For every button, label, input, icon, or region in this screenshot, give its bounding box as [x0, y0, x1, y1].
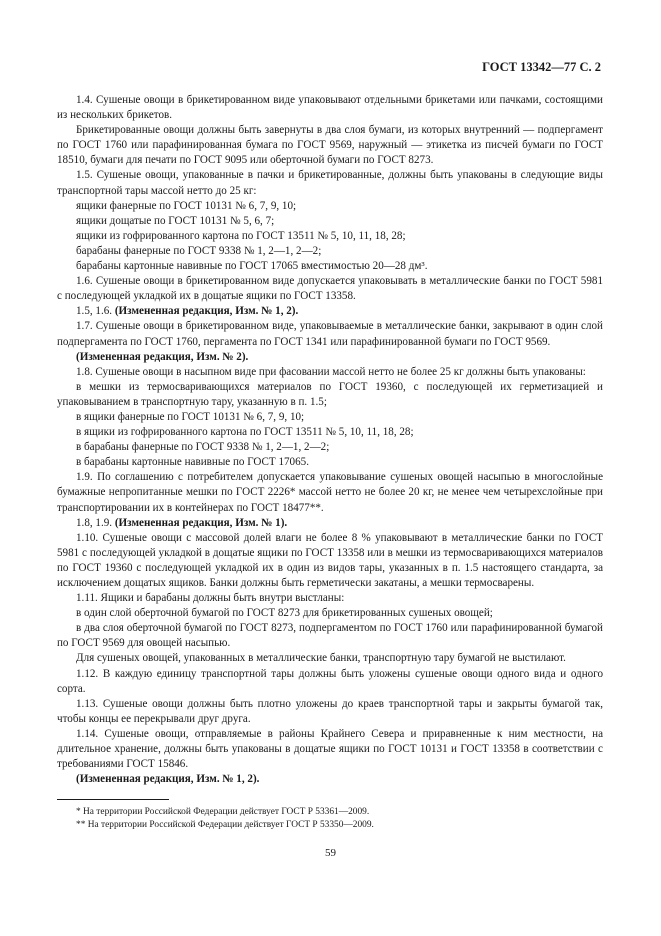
list-item: в ящики из гофрированного картона по ГОСТ 13511 № 5, 10, 11, 18, 28;: [76, 426, 414, 439]
paragraph: 1.10. Сушеные овощи с массовой долей влаги не более 8 % упаковывают в металлические банки по ГОСТ 5981 с последующей укладкой в дощатые ящики по ГОСТ 13358 или в мешки из термосваривающихся материалов по ГОСТ 19360 с последующей укладкой их в один из видов тары, указанных в п. 1.5 настоящего стандарта, за исключением дощатых ящиков. Банки должны быть герметически закатаны, а мешки термосварены.: [57, 531, 603, 589]
paragraph: 1.7. Сушеные овощи в брикетированном виде, упаковываемые в металлические банки, закрывают в один слой подпергамента по ГОСТ 1760, пергамента по ГОСТ 1341 или парафинированной бумаги по ГОСТ 9569.: [57, 320, 603, 348]
paragraph: 1.13. Сушеные овощи должны быть плотно уложены до краев транспортной тары и закрыты бумагой так, чтобы концы ее перекрывали друг друга.: [57, 697, 603, 725]
list-item: в барабаны картонные навивные по ГОСТ 17065.: [76, 456, 309, 469]
list-item: в ящики фанерные по ГОСТ 10131 № 6, 7, 9, 10;: [76, 410, 305, 423]
amendment-note: [57, 516, 603, 531]
amendment-text: (Измененная редакция, Изм. № 1, 2).: [112, 305, 299, 318]
amendment-note: [57, 772, 603, 787]
paragraph: 1.12. В каждую единицу транспортной тары должны быть уложены сушеные овощи одного вида и одного сорта.: [57, 667, 603, 695]
paragraph: Для сушеных овощей, упакованных в металлические банки, транспортную тару бумагой не выстилают.: [76, 652, 566, 665]
body-text: [57, 93, 603, 787]
footnotes: [57, 806, 603, 832]
page-header: ГОСТ 13342—77 С. 2: [482, 60, 601, 74]
amendment-ref: 1.5, 1.6.: [76, 305, 113, 318]
paragraph: 1.6. Сушеные овощи в брикетированном виде допускается упаковывать в металлические банки по ГОСТ 5981 с последующей укладкой их в дощатые ящики по ГОСТ 13358.: [57, 275, 603, 303]
list-item: ящики дощатые по ГОСТ 10131 № 5, 6, 7;: [76, 214, 275, 227]
list-item: ящики фанерные по ГОСТ 10131 № 6, 7, 9, 10;: [76, 199, 297, 212]
paragraph: 1.9. По соглашению с потребителем допускается упаковывание сушеных овощей насыпью в многослойные бумажные непропитанные мешки по ГОСТ 2226* массой нетто не более 20 кг, не менее чем четырехслойные при транспортировании их в контейнерах по ГОСТ 18477**.: [57, 471, 603, 514]
amendment-ref: 1.8, 1.9.: [76, 516, 113, 529]
paragraph: 1.5. Сушеные овощи, упакованные в пачки и брикетированные, должны быть упакованы в следующие виды транспортной тары массой нетто до 25 кг:: [57, 169, 603, 197]
amendment-note: [57, 350, 603, 365]
paragraph: 1.11. Ящики и барабаны должны быть внутри выстланы:: [76, 592, 345, 605]
list-item: ящики из гофрированного картона по ГОСТ 13511 № 5, 10, 11, 18, 28;: [76, 229, 406, 242]
footnote: * На территории Российской Федерации действует ГОСТ Р 53361—2009.: [76, 807, 370, 817]
footnote-divider: [57, 799, 169, 800]
list-item: в один слой оберточной бумагой по ГОСТ 8273 для брикетированных сушеных овощей;: [76, 607, 493, 620]
amendment-text: (Измененная редакция, Изм. № 1, 2).: [76, 773, 260, 786]
list-item: в два слоя оберточной бумагой по ГОСТ 8273, подпергаментом по ГОСТ 1760 или парафинированной бумагой по ГОСТ 9569 для овощей насыпью.: [57, 622, 603, 650]
paragraph: 1.4. Сушеные овощи в брикетированном виде упаковывают отдельными брикетами или пачками, состоящими из нескольких брикетов.: [57, 94, 603, 122]
list-item: в мешки из термосваривающихся материалов по ГОСТ 19360, с последующей их герметизацией и упаковыванием в транспортную тару, указанную в п. 1.5;: [57, 380, 603, 408]
page-number: 59: [325, 847, 336, 859]
amendment-note: [57, 304, 603, 319]
footnote: ** На территории Российской Федерации действует ГОСТ Р 53350—2009.: [76, 820, 374, 830]
amendment-text: (Измененная редакция, Изм. № 1).: [112, 516, 288, 529]
paragraph: Брикетированные овощи должны быть завернуты в два слоя бумаги, из которых внутренний — подпергамент по ГОСТ 1760 или парафинированная бумага по ГОСТ 9569, наружный — этикетка из писчей бумаги по ГОСТ 18510, бумаги для печати по ГОСТ 9095 или оберточной бумаги по ГОСТ 8273.: [57, 124, 603, 167]
paragraph: 1.8. Сушеные овощи в насыпном виде при фасовании массой нетто не более 25 кг должны быть упакованы:: [76, 365, 586, 378]
list-item: в барабаны фанерные по ГОСТ 9338 № 1, 2—1, 2—2;: [76, 441, 330, 454]
list-item: барабаны картонные навивные по ГОСТ 17065 вместимостью 20—28 дм³.: [76, 260, 428, 273]
list-item: барабаны фанерные по ГОСТ 9338 № 1, 2—1, 2—2;: [76, 244, 322, 257]
amendment-text: (Измененная редакция, Изм. № 2).: [76, 350, 249, 363]
paragraph: 1.14. Сушеные овощи, отправляемые в районы Крайнего Севера и приравненные к ним местности, на длительное хранение, должны быть упакованы в дощатые ящики по ГОСТ 10131 и ГОСТ 13358 в соответствии с требованиями ГОСТ 15846.: [57, 727, 603, 771]
